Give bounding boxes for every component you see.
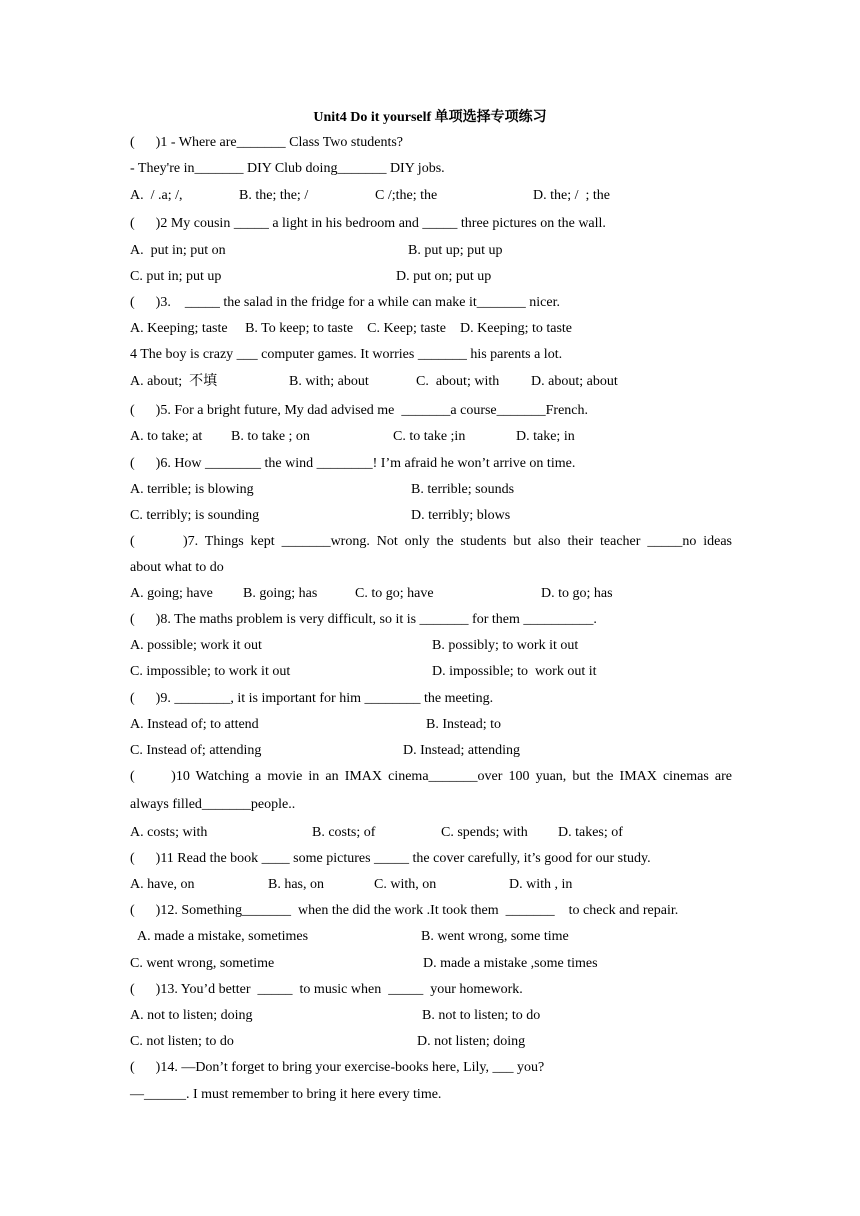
- q11-option-c: C. with, on: [374, 877, 437, 892]
- q10-option-d: D. takes; of: [558, 825, 623, 840]
- q11-option-d: D. with , in: [509, 877, 573, 892]
- question-2-stem: ( )2 My cousin _____ a light in his bedroom and _____ three pictures on the wall.: [130, 216, 606, 231]
- q4-option-a: A. about; 不填: [130, 374, 218, 389]
- q12-option-c: C. went wrong, sometime: [130, 956, 275, 971]
- q13-option-c: C. not listen; to do: [130, 1034, 234, 1049]
- q8-option-a: A. possible; work it out: [130, 638, 262, 653]
- q7-option-d: D. to go; has: [541, 586, 613, 601]
- q12-option-a: A. made a mistake, sometimes: [137, 929, 309, 944]
- q12-option-d: D. made a mistake ,some times: [423, 956, 598, 971]
- q11-option-a: A. have, on: [130, 877, 195, 892]
- q6-option-a: A. terrible; is blowing: [130, 482, 254, 497]
- question-3-stem: ( )3. _____ the salad in the fridge for a while can make it_______ nicer.: [130, 295, 560, 310]
- question-8-stem: ( )8. The maths problem is very difficult, so it is _______ for them __________.: [130, 612, 597, 627]
- q6-option-b: B. terrible; sounds: [411, 482, 515, 497]
- question-7-stem-2: about what to do: [130, 560, 224, 575]
- q9-option-a: A. Instead of; to attend: [130, 717, 259, 732]
- q11-option-b: B. has, on: [268, 877, 324, 892]
- question-1-stem: ( )1 - Where are_______ Class Two students?: [130, 135, 403, 150]
- q9-option-c: C. Instead of; attending: [130, 743, 262, 758]
- q7-option-c: C. to go; have: [355, 586, 434, 601]
- question-12-stem: ( )12. Something_______ when the did the work .It took them _______ to check and repair.: [130, 903, 679, 918]
- q5-option-d: D. take; in: [516, 429, 575, 444]
- question-1-stem-2: - They're in_______ DIY Club doing_______ DIY jobs.: [130, 161, 445, 176]
- question-5-stem: ( )5. For a bright future, My dad advised me _______a course_______French.: [130, 403, 589, 418]
- q2-option-d: D. put on; put up: [396, 269, 492, 284]
- q5-option-c: C. to take ;in: [393, 429, 466, 444]
- q4-option-c: C. about; with: [416, 374, 500, 389]
- q1-option-c: C /;the; the: [375, 188, 438, 203]
- question-4-stem: 4 The boy is crazy ___ computer games. It worries _______ his parents a lot.: [130, 347, 563, 362]
- q8-option-c: C. impossible; to work it out: [130, 664, 291, 679]
- q6-option-c: C. terribly; is sounding: [130, 508, 260, 523]
- q1-option-b: B. the; the; /: [239, 188, 309, 203]
- q2-option-c: C. put in; put up: [130, 269, 222, 284]
- q8-option-d: D. impossible; to work out it: [432, 664, 597, 679]
- question-9-stem: ( )9. ________, it is important for him ________ the meeting.: [130, 691, 494, 706]
- question-14-stem: ( )14. —Don’t forget to bring your exercise-books here, Lily, ___ you?: [130, 1060, 545, 1075]
- question-11-stem: ( )11 Read the book ____ some pictures _____ the cover carefully, it’s good for our study.: [130, 851, 651, 866]
- q8-option-b: B. possibly; to work it out: [432, 638, 579, 653]
- q13-option-d: D. not listen; doing: [417, 1034, 526, 1049]
- q13-option-a: A. not to listen; doing: [130, 1008, 253, 1023]
- q9-option-d: D. Instead; attending: [403, 743, 521, 758]
- q5-option-b: B. to take ; on: [231, 429, 310, 444]
- question-3-options: A. Keeping; taste B. To keep; to taste C. Keep; taste D. Keeping; to taste: [130, 321, 572, 336]
- question-10-stem: ( )10 Watching a movie in an IMAX cinema_______over 100 yuan, but the IMAX cinemas are: [130, 769, 732, 784]
- q10-option-c: C. spends; with: [441, 825, 528, 840]
- page-title: Unit4 Do it yourself 单项选择专项练习: [313, 110, 547, 125]
- q4-option-d: D. about; about: [531, 374, 618, 389]
- q1-option-d: D. the; / ; the: [533, 188, 610, 203]
- q7-option-a: A. going; have: [130, 586, 213, 601]
- q6-option-d: D. terribly; blows: [411, 508, 511, 523]
- question-10-stem-2: always filled_______people..: [130, 797, 296, 812]
- q4-option-b: B. with; about: [289, 374, 369, 389]
- q7-option-b: B. going; has: [243, 586, 318, 601]
- question-7-stem: ( )7. Things kept _______wrong. Not only the students but also their teacher _____no ideas: [130, 534, 732, 549]
- q1-option-a: A. / .a; /,: [130, 188, 183, 203]
- q13-option-b: B. not to listen; to do: [422, 1008, 541, 1023]
- question-14-stem-2: —______. I must remember to bring it here every time.: [130, 1087, 442, 1102]
- question-6-stem: ( )6. How ________ the wind ________! I’m afraid he won’t arrive on time.: [130, 456, 576, 471]
- q2-option-a: A. put in; put on: [130, 243, 226, 258]
- q10-option-a: A. costs; with: [130, 825, 208, 840]
- q5-option-a: A. to take; at: [130, 429, 203, 444]
- q12-option-b: B. went wrong, some time: [421, 929, 569, 944]
- question-13-stem: ( )13. You’d better _____ to music when _____ your homework.: [130, 982, 523, 997]
- q9-option-b: B. Instead; to: [426, 717, 502, 732]
- q10-option-b: B. costs; of: [312, 825, 376, 840]
- q2-option-b: B. put up; put up: [408, 243, 503, 258]
